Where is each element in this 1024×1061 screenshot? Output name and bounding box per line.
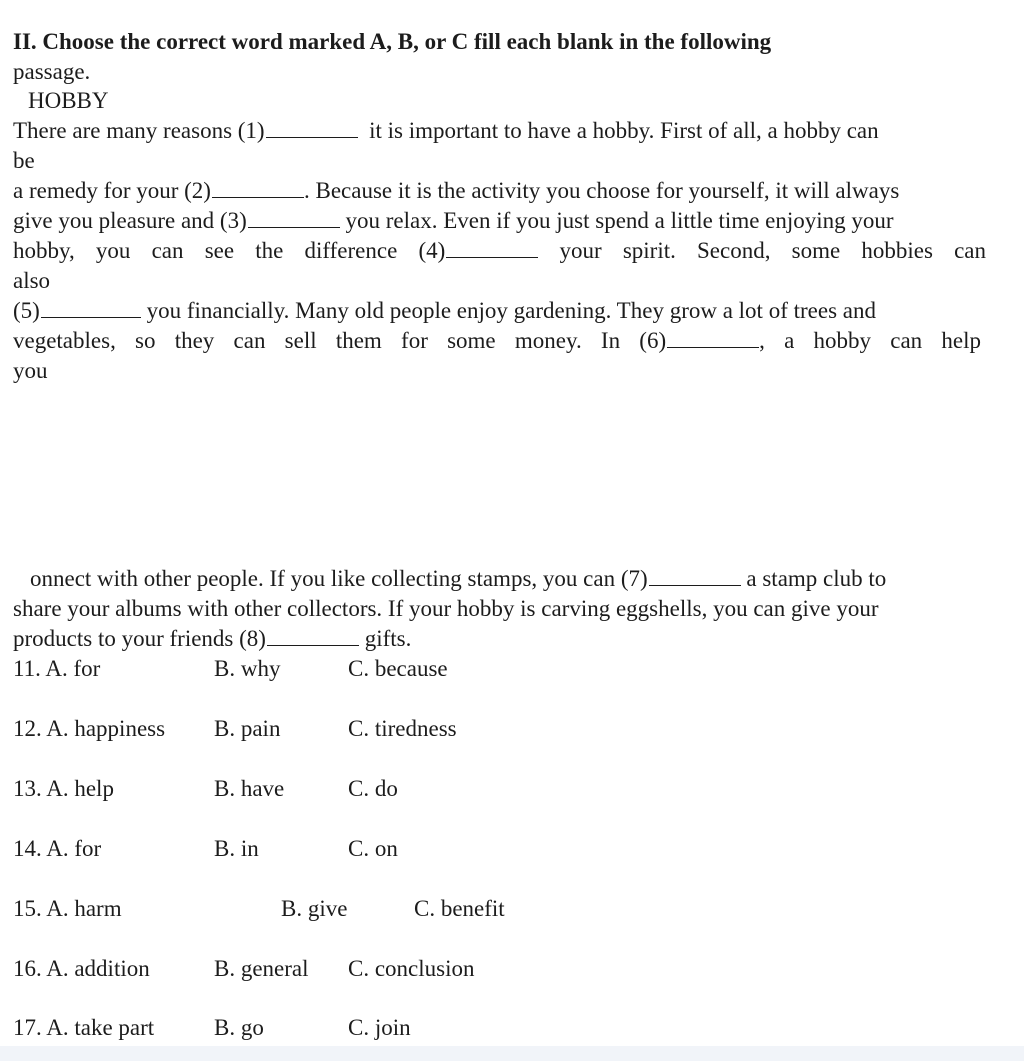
passage-line-6: also — [13, 268, 51, 293]
question-15-option-a: 15. A. harm — [13, 896, 122, 921]
question-14-option-c: C. on — [348, 836, 398, 861]
question-12-option-c: C. tiredness — [348, 716, 457, 741]
question-14-option-a: 14. A. for — [13, 836, 102, 861]
blank-8 — [267, 627, 359, 646]
passage-line-12: products to your friends (8) gifts. — [13, 626, 412, 651]
instruction-heading-cont: passage. — [13, 59, 91, 84]
passage-line-10: onnect with other people. If you like collecting stamps, you can (7) a stamp club to — [30, 566, 887, 591]
passage-title: HOBBY — [28, 88, 109, 113]
question-17-option-b: B. go — [214, 1015, 264, 1040]
passage-line-2: be — [13, 148, 35, 173]
question-11-option-b: B. why — [214, 656, 281, 681]
question-17-option-a: 17. A. take part — [13, 1015, 155, 1040]
question-13-option-a: 13. A. help — [13, 776, 114, 801]
blank-1 — [266, 119, 358, 138]
question-14-option-b: B. in — [214, 836, 259, 861]
passage-line-8: vegetables, so they can sell them for some money. In (6) , a hobby can help — [13, 328, 981, 353]
question-16-option-a: 16. A. addition — [13, 956, 150, 981]
question-12-option-b: B. pain — [214, 716, 281, 741]
question-13-option-c: C. do — [348, 776, 398, 801]
blank-6 — [667, 329, 759, 348]
question-11-option-a: 11. A. for — [13, 656, 101, 681]
question-12-option-a: 12. A. happiness — [13, 716, 166, 741]
question-17-option-c: C. join — [348, 1015, 411, 1040]
question-15-option-c: C. benefit — [414, 896, 505, 921]
passage-line-5: hobby, you can see the difference (4) your spirit. Second, some hobbies can — [13, 238, 987, 263]
question-15-option-b: B. give — [281, 896, 348, 921]
passage-line-4: give you pleasure and (3) you relax. Even if you just spend a little time enjoying your — [13, 208, 894, 233]
question-11-option-c: C. because — [348, 656, 448, 681]
passage-line-7: (5) you financially. Many old people enjoy gardening. They grow a lot of trees and — [13, 298, 876, 323]
blank-5 — [41, 299, 141, 318]
question-13-option-b: B. have — [214, 776, 285, 801]
passage-line-1: There are many reasons (1) it is important to have a hobby. First of all, a hobby can — [13, 118, 879, 143]
blank-3 — [248, 209, 340, 228]
question-16-option-b: B. general — [214, 956, 309, 981]
passage-line-9: you — [13, 358, 48, 383]
instruction-heading: II. Choose the correct word marked A, B, or C fill each blank in the following — [13, 29, 772, 54]
passage-line-11: share your albums with other collectors. If your hobby is carving eggshells, you can give your — [13, 596, 879, 621]
blank-4 — [446, 239, 538, 258]
question-16-option-c: C. conclusion — [348, 956, 475, 981]
blank-2 — [212, 179, 304, 198]
blank-7 — [649, 567, 741, 586]
passage-line-3: a remedy for your (2) . Because it is the activity you choose for yourself, it will always — [13, 178, 900, 203]
